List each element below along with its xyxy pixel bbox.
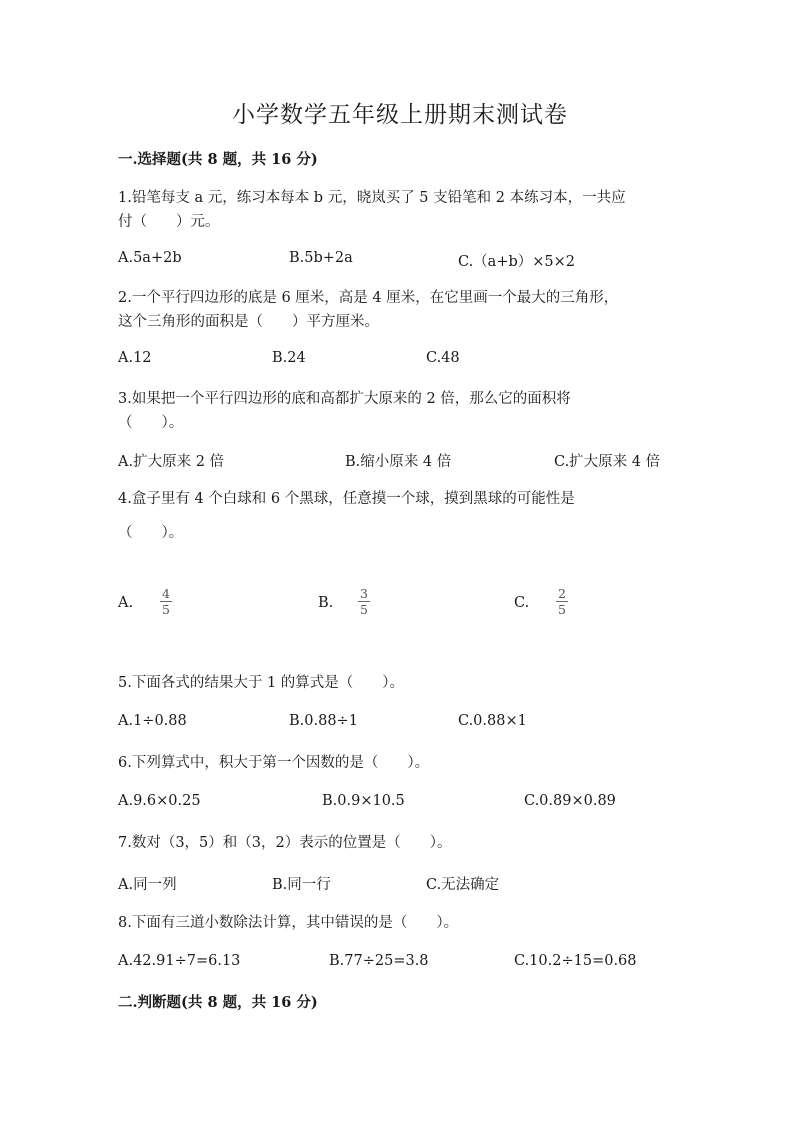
question-1-option-a[interactable]: A.5a+2b: [118, 250, 182, 266]
question-7-option-a[interactable]: A.同一列: [118, 877, 177, 893]
question-8-option-a[interactable]: A.42.91÷7=6.13: [118, 953, 241, 969]
question-4-option-b[interactable]: B.: [318, 595, 334, 611]
question-1-line-2: 付（ ）元。: [118, 214, 220, 230]
question-4-option-c-fraction: [555, 588, 569, 616]
question-8-option-c[interactable]: C.10.2÷15=0.68: [514, 953, 637, 969]
question-2-option-b[interactable]: B.24: [272, 350, 306, 366]
page-title: 小学数学五年级上册期末测试卷: [232, 102, 568, 128]
question-1-line-1: 1.铅笔每支 a 元，练习本每本 b 元，晓岚买了 5 支铅笔和 2 本练习本，一共应: [118, 190, 626, 206]
question-3-line-1: 3.如果把一个平行四边形的底和高都扩大原来的 2 倍，那么它的面积将: [118, 391, 571, 407]
question-6-line-1: 6.下列算式中，积大于第一个因数的是（ ）。: [118, 755, 430, 771]
question-5-line-1: 5.下面各式的结果大于 1 的算式是（ ）。: [118, 675, 405, 691]
question-4-line-2: （ ）。: [118, 525, 184, 541]
question-3-option-a[interactable]: A.扩大原来 2 倍: [118, 454, 225, 470]
question-7-line-1: 7.数对（3，5）和（3，2）表示的位置是（ ）。: [118, 835, 452, 851]
question-7-option-c[interactable]: C.无法确定: [426, 877, 500, 893]
question-1-option-c[interactable]: C.（a+b）×5×2: [458, 254, 576, 270]
section-heading-judgement: 二.判断题(共 8 题，共 16 分): [118, 994, 318, 1011]
fraction-denominator: 5: [360, 602, 368, 617]
fraction-numerator: 3: [360, 586, 368, 601]
fraction-numerator: 4: [162, 586, 170, 601]
question-6-option-a[interactable]: A.9.6×0.25: [118, 793, 201, 809]
question-2-line-1: 2.一个平行四边形的底是 6 厘米，高是 4 厘米，在它里画一个最大的三角形，: [118, 290, 619, 306]
question-2-option-a[interactable]: A.12: [118, 350, 152, 366]
question-3-line-2: （ ）。: [118, 415, 184, 431]
question-3-option-c[interactable]: C.扩大原来 4 倍: [554, 454, 661, 470]
question-7-option-b[interactable]: B.同一行: [272, 877, 331, 893]
question-6-option-c[interactable]: C.0.89×0.89: [524, 793, 616, 809]
question-4-option-c[interactable]: C.: [514, 595, 530, 611]
question-3-option-b[interactable]: B.缩小原来 4 倍: [345, 454, 452, 470]
question-4-option-b-fraction: [357, 588, 371, 616]
question-5-option-c[interactable]: C.0.88×1: [458, 713, 527, 729]
fraction-denominator: 5: [162, 602, 170, 617]
question-4-line-1: 4.盒子里有 4 个白球和 6 个黑球，任意摸一个球，摸到黑球的可能性是: [118, 491, 575, 507]
section-heading-choice: 一.选择题(共 8 题，共 16 分): [118, 151, 318, 168]
question-1-option-b[interactable]: B.5b+2a: [289, 250, 353, 266]
fraction-numerator: 2: [558, 586, 566, 601]
question-5-option-a[interactable]: A.1÷0.88: [118, 713, 187, 729]
question-5-option-b[interactable]: B.0.88÷1: [289, 713, 358, 729]
question-4-option-a[interactable]: A.: [118, 595, 134, 611]
question-2-option-c[interactable]: C.48: [426, 350, 460, 366]
question-6-option-b[interactable]: B.0.9×10.5: [322, 793, 405, 809]
question-8-option-b[interactable]: B.77÷25=3.8: [329, 953, 429, 969]
question-2-line-2: 这个三角形的面积是（ ）平方厘米。: [118, 314, 379, 330]
fraction-denominator: 5: [558, 602, 566, 617]
question-8-line-1: 8.下面有三道小数除法计算，其中错误的是（ ）。: [118, 915, 459, 931]
question-4-option-a-fraction: [159, 588, 173, 616]
